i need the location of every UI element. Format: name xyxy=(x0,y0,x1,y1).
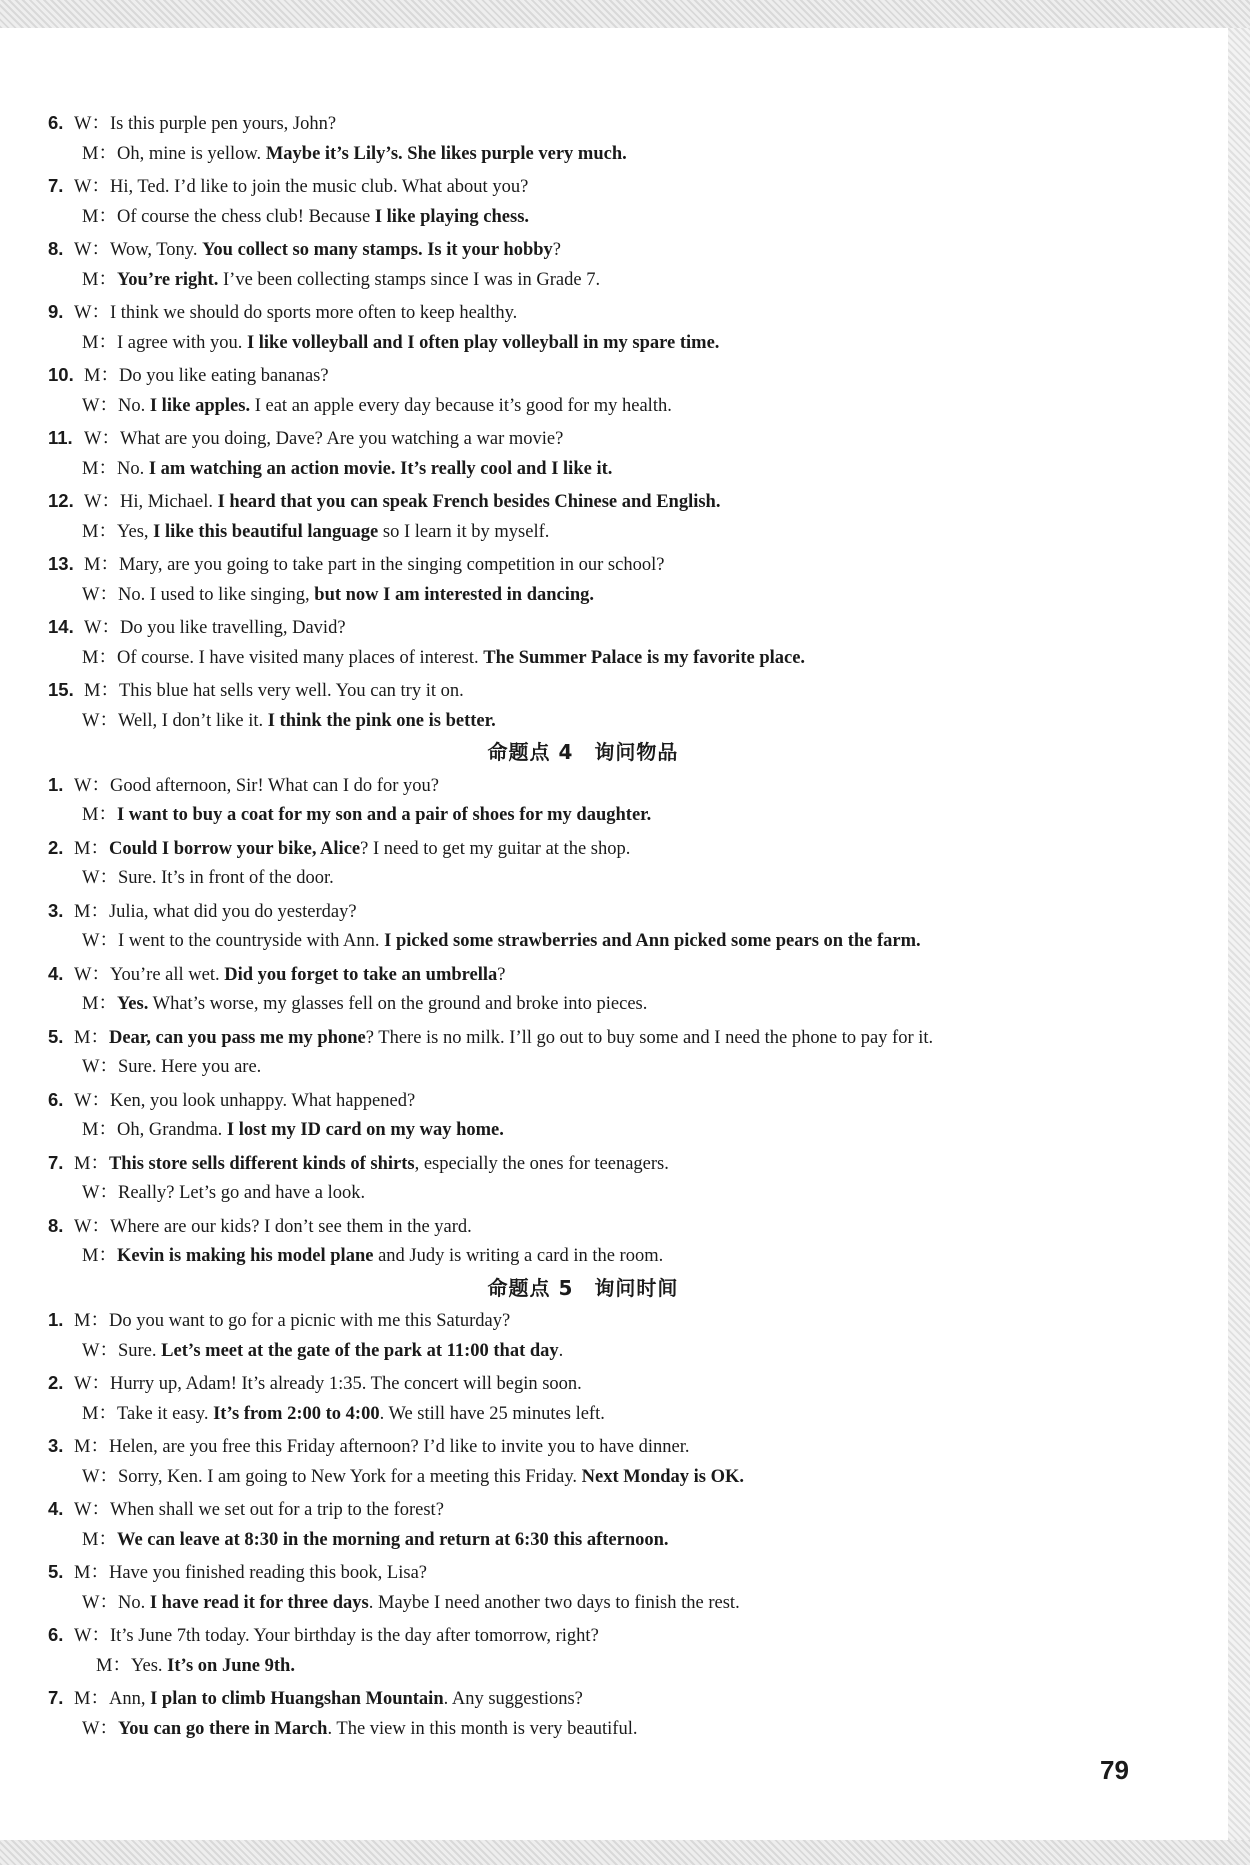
dialogue-line xyxy=(48,107,1208,139)
answer-key-text: It’s on June 9th. xyxy=(167,1655,295,1676)
scan-edge-bottom xyxy=(0,1840,1250,1865)
speaker-colon: ： xyxy=(99,1340,118,1361)
question-number: 7. xyxy=(48,1687,64,1708)
answer-key-text: You collect so many stamps. Is it your hobby xyxy=(202,240,553,260)
dialogue-text: Hurry up, Adam! It’s already 1:35. The concert will begin soon. xyxy=(109,1374,582,1394)
dialogue-text: ? I need to get my guitar at the shop. xyxy=(360,838,631,859)
dialogue-text: Do you want to go for a picnic with me this Saturday? xyxy=(108,1311,511,1331)
speaker-colon: ： xyxy=(98,1529,117,1550)
dialogue-text: Sure. xyxy=(117,1340,162,1361)
speaker-label: M xyxy=(74,1437,91,1457)
speaker-label: M xyxy=(74,1153,91,1174)
page-number: 79 xyxy=(1100,1755,1129,1785)
dialogue-text: Of course the chess club! Because xyxy=(116,206,375,227)
dialogue-text: I went to the countryside with Ann. xyxy=(117,931,385,951)
answer-key-text: Could I borrow your bike, Alice xyxy=(108,838,361,859)
dialogue-text: so I learn it by myself. xyxy=(378,521,550,542)
dialogue-line xyxy=(48,202,1208,234)
answer-key-text: I like playing chess. xyxy=(374,206,530,227)
question-number: 3. xyxy=(48,1435,64,1456)
answer-key-text: Let’s meet at the gate of the park at 11:00 that day xyxy=(161,1340,559,1361)
dialogue-text: Helen, are you free this Friday afternoon? I’d like to invite you to have dinner. xyxy=(108,1437,690,1457)
scan-edge-right xyxy=(1228,28,1250,1840)
dialogue-text: No. I used to like singing, xyxy=(117,584,315,605)
speaker-colon: ： xyxy=(90,901,109,922)
answer-key-text: I picked some strawberries and Ann picked some pears on the farm. xyxy=(384,931,921,951)
dialogue-text: Good afternoon, Sir! What can I do for you? xyxy=(109,775,439,796)
speaker-label: M xyxy=(84,555,101,575)
dialogue-line xyxy=(48,296,1208,328)
speaker-label: W xyxy=(74,1500,92,1520)
dialogue-text: I think we should do sports more often to keep healthy. xyxy=(109,303,518,323)
speaker-label: W xyxy=(82,868,100,888)
dialogue-text: ? There is no milk. I’ll go out to buy some and I need the phone to pay for it. xyxy=(365,1027,934,1048)
speaker-label: W xyxy=(82,931,100,951)
speaker-label: M xyxy=(74,1311,91,1331)
dialogue-text: . The view in this month is very beautiful. xyxy=(327,1718,638,1739)
dialogue-line xyxy=(48,265,1208,297)
speaker-colon: ： xyxy=(99,931,118,951)
speaker-label: M xyxy=(82,521,99,542)
speaker-label: M xyxy=(82,458,99,479)
speaker-label: M xyxy=(96,1655,113,1676)
dialogue-line xyxy=(48,580,1208,612)
dialogue-line xyxy=(48,1021,1208,1053)
dialogue-line xyxy=(48,1304,1208,1336)
dialogue-text: Wow, Tony. xyxy=(109,240,203,260)
dialogue-text: This blue hat sells very well. You can try it on. xyxy=(118,681,464,701)
speaker-colon: ： xyxy=(101,618,120,638)
dialogue-line xyxy=(48,1115,1208,1147)
dialogue-text: What are you doing, Dave? Are you watching a war movie? xyxy=(119,429,564,449)
dialogue-line xyxy=(48,1588,1208,1620)
speaker-colon: ： xyxy=(98,458,117,479)
dialogue-text: . Maybe I need another two days to finish the rest. xyxy=(368,1592,740,1613)
speaker-colon: ： xyxy=(101,492,120,512)
dialogue-line xyxy=(48,1714,1208,1746)
speaker-colon: ： xyxy=(91,1090,110,1111)
speaker-label: W xyxy=(74,177,92,197)
scan-edge-top xyxy=(0,0,1250,28)
speaker-colon: ： xyxy=(91,964,110,985)
speaker-label: M xyxy=(74,1689,91,1709)
speaker-label: M xyxy=(74,901,91,922)
dialogue-text: Do you like travelling, David? xyxy=(119,618,346,638)
speaker-colon: ： xyxy=(99,1466,118,1487)
speaker-colon: ： xyxy=(90,1153,109,1174)
question-number: 1. xyxy=(48,773,64,795)
question-number: 4. xyxy=(48,1498,64,1519)
dialogue-transcript xyxy=(48,107,1208,1745)
question-number: 1. xyxy=(48,1309,64,1330)
speaker-colon: ： xyxy=(98,521,117,542)
dialogue-text: No. xyxy=(117,395,150,416)
answer-key-text: I lost my ID card on my way home. xyxy=(226,1120,504,1140)
speaker-colon: ： xyxy=(98,206,117,227)
dialogue-line xyxy=(48,769,1208,801)
speaker-colon: ： xyxy=(90,1311,109,1331)
dialogue-line xyxy=(48,926,1208,958)
speaker-colon: ： xyxy=(112,1655,131,1676)
dialogue-line xyxy=(48,958,1208,990)
dialogue-line xyxy=(48,1619,1208,1651)
speaker-colon: ： xyxy=(90,1563,109,1583)
answer-key-text: It’s from 2:00 to 4:00 xyxy=(213,1403,380,1424)
speaker-label: W xyxy=(74,1626,92,1646)
dialogue-line xyxy=(48,832,1208,864)
dialogue-text: It’s June 7th today. Your birthday is the day after tomorrow, right? xyxy=(109,1626,599,1646)
dialogue-text: Sure. Here you are. xyxy=(117,1057,262,1077)
dialogue-line xyxy=(48,611,1208,643)
speaker-colon: ： xyxy=(99,1718,118,1739)
speaker-label: W xyxy=(74,1090,92,1111)
speaker-colon: ： xyxy=(98,332,117,353)
dialogue-text: Julia, what did you do yesterday? xyxy=(108,901,357,922)
speaker-label: M xyxy=(82,1403,99,1424)
speaker-colon: ： xyxy=(98,994,117,1014)
answer-key-text: I like this beautiful language xyxy=(153,521,379,542)
question-number: 13. xyxy=(48,553,74,574)
question-number: 10. xyxy=(48,364,74,385)
question-number: 6. xyxy=(48,1624,64,1645)
answer-key-text: The Summer Palace is my favorite place. xyxy=(483,647,806,668)
speaker-label: W xyxy=(82,710,100,731)
dialogue-text: Do you like eating bananas? xyxy=(118,366,329,386)
speaker-label: M xyxy=(82,206,99,227)
answer-key-text: but now I am interested in dancing. xyxy=(314,584,595,605)
dialogue-text: No. xyxy=(116,458,149,479)
question-number: 7. xyxy=(48,175,64,196)
dialogue-line xyxy=(48,233,1208,265)
speaker-colon: ： xyxy=(98,1120,117,1140)
speaker-label: M xyxy=(82,994,99,1014)
speaker-colon: ： xyxy=(91,1374,110,1394)
dialogue-line xyxy=(48,548,1208,580)
answer-key-text: You’re right. xyxy=(116,269,219,290)
speaker-label: W xyxy=(82,1183,100,1203)
dialogue-line xyxy=(48,895,1208,927)
answer-key-text: I like apples. xyxy=(149,395,251,416)
dialogue-line xyxy=(48,1178,1208,1210)
dialogue-text: ? xyxy=(497,964,506,985)
speaker-label: W xyxy=(74,964,92,985)
speaker-label: M xyxy=(84,366,101,386)
dialogue-text: Mary, are you going to take part in the singing competition in our school? xyxy=(118,555,665,575)
dialogue-line xyxy=(48,800,1208,832)
dialogue-line xyxy=(48,391,1208,423)
speaker-colon: ： xyxy=(91,1216,110,1237)
dialogue-text: Have you finished reading this book, Lisa? xyxy=(108,1563,427,1583)
speaker-label: M xyxy=(82,647,99,668)
speaker-colon: ： xyxy=(98,1403,117,1424)
dialogue-text: Yes. xyxy=(130,1655,168,1676)
dialogue-line xyxy=(48,1651,1208,1683)
dialogue-line xyxy=(48,1430,1208,1462)
speaker-colon: ： xyxy=(90,1689,109,1709)
dialogue-text: . We still have 25 minutes left. xyxy=(379,1403,605,1424)
dialogue-line xyxy=(48,1462,1208,1494)
dialogue-line xyxy=(48,1493,1208,1525)
dialogue-line xyxy=(48,674,1208,706)
speaker-colon: ： xyxy=(90,1027,109,1048)
speaker-label: W xyxy=(74,303,92,323)
dialogue-text: Well, I don’t like it. xyxy=(117,710,268,731)
speaker-label: W xyxy=(82,1057,100,1077)
answer-key-text: I like volleyball and I often play volleyball in my spare time. xyxy=(246,332,720,353)
section-heading: 命题点 4 询问物品 xyxy=(487,740,679,764)
question-number: 8. xyxy=(48,1214,64,1236)
speaker-label: M xyxy=(84,681,101,701)
dialogue-text: I agree with you. xyxy=(116,332,247,353)
speaker-colon: ： xyxy=(99,584,118,605)
question-number: 14. xyxy=(48,616,74,637)
speaker-label: W xyxy=(82,395,100,416)
dialogue-line xyxy=(48,1367,1208,1399)
dialogue-line xyxy=(48,454,1208,486)
dialogue-text: I eat an apple every day because it’s good for my health. xyxy=(250,395,672,416)
speaker-colon: ： xyxy=(101,429,120,449)
speaker-colon: ： xyxy=(99,868,118,888)
dialogue-text: and Judy is writing a card in the room. xyxy=(373,1246,664,1266)
speaker-label: W xyxy=(82,1718,100,1739)
answer-key-text: I think the pink one is better. xyxy=(267,710,496,731)
question-number: 9. xyxy=(48,301,64,322)
speaker-label: M xyxy=(82,1529,99,1550)
dialogue-line xyxy=(48,1084,1208,1116)
dialogue-text: Of course. I have visited many places of interest. xyxy=(116,647,484,668)
speaker-label: M xyxy=(82,1120,99,1140)
dialogue-text: Oh, mine is yellow. xyxy=(116,143,266,164)
dialogue-text: Take it easy. xyxy=(116,1403,214,1424)
dialogue-text: , especially the ones for teenagers. xyxy=(414,1153,669,1174)
dialogue-text: ? xyxy=(552,240,562,260)
speaker-colon: ： xyxy=(91,1626,110,1646)
speaker-colon: ： xyxy=(99,1183,118,1203)
speaker-colon: ： xyxy=(98,143,117,164)
question-number: 7. xyxy=(48,1151,64,1173)
speaker-colon: ： xyxy=(99,1592,118,1613)
speaker-colon: ： xyxy=(90,838,109,859)
dialogue-line xyxy=(48,1682,1208,1714)
speaker-colon: ： xyxy=(98,269,117,290)
dialogue-line xyxy=(48,706,1208,738)
speaker-label: W xyxy=(74,1374,92,1394)
speaker-colon: ： xyxy=(91,240,110,260)
dialogue-text: Hi, Michael. xyxy=(119,492,218,512)
speaker-colon: ： xyxy=(91,303,110,323)
answer-key-text: I heard that you can speak French besides Chinese and English. xyxy=(217,492,721,512)
question-number: 5. xyxy=(48,1025,64,1047)
answer-key-text: Yes. xyxy=(116,994,149,1014)
speaker-colon: ： xyxy=(98,647,117,668)
answer-key-text: We can leave at 8:30 in the morning and return at 6:30 this afternoon. xyxy=(116,1529,669,1550)
speaker-colon: ： xyxy=(90,1437,109,1457)
section-heading: 命题点 5 询问时间 xyxy=(487,1275,679,1300)
dialogue-line xyxy=(48,1525,1208,1557)
dialogue-line xyxy=(48,1399,1208,1431)
dialogue-text: . xyxy=(558,1340,564,1361)
speaker-label: M xyxy=(82,805,99,825)
question-number: 11. xyxy=(48,427,73,448)
speaker-label: W xyxy=(74,114,92,134)
answer-key-text: I want to buy a coat for my son and a pair of shoes for my daughter. xyxy=(116,805,652,825)
dialogue-line xyxy=(48,485,1208,517)
speaker-colon: ： xyxy=(100,681,119,701)
dialogue-line xyxy=(48,328,1208,360)
speaker-label: M xyxy=(74,1563,91,1583)
dialogue-text: Oh, Grandma. xyxy=(116,1120,227,1140)
dialogue-line xyxy=(48,517,1208,549)
dialogue-text: Ann, xyxy=(108,1689,151,1709)
speaker-colon: ： xyxy=(91,1500,110,1520)
question-number: 6. xyxy=(48,1088,64,1110)
speaker-label: M xyxy=(82,269,99,290)
dialogue-text: I’ve been collecting stamps since I was in Grade 7. xyxy=(218,269,601,290)
speaker-label: M xyxy=(82,1246,99,1266)
speaker-label: W xyxy=(74,240,92,260)
dialogue-text: . Any suggestions? xyxy=(443,1689,583,1709)
speaker-colon: ： xyxy=(98,1246,117,1266)
dialogue-text: You’re all wet. xyxy=(109,964,225,985)
dialogue-text: Sorry, Ken. I am going to New York for a meeting this Friday. xyxy=(117,1466,582,1487)
speaker-label: M xyxy=(74,1027,91,1048)
speaker-label: M xyxy=(74,838,91,859)
answer-key-text: I am watching an action movie. It’s really cool and I like it. xyxy=(148,458,613,479)
speaker-label: M xyxy=(82,332,99,353)
dialogue-line xyxy=(48,1147,1208,1179)
speaker-label: W xyxy=(74,1216,92,1237)
speaker-label: W xyxy=(84,492,102,512)
answer-key-text: I have read it for three days xyxy=(149,1592,369,1613)
question-number: 3. xyxy=(48,899,64,921)
dialogue-line xyxy=(48,1556,1208,1588)
answer-key-text: Dear, can you pass me my phone xyxy=(108,1027,366,1048)
dialogue-line xyxy=(48,1052,1208,1084)
answer-key-text: I plan to climb Huangshan Mountain xyxy=(150,1689,444,1709)
dialogue-line xyxy=(48,1241,1208,1273)
speaker-label: W xyxy=(84,618,102,638)
question-number: 6. xyxy=(48,112,64,133)
speaker-colon: ： xyxy=(91,114,110,134)
dialogue-line xyxy=(48,422,1208,454)
speaker-label: W xyxy=(82,584,100,605)
dialogue-line xyxy=(48,643,1208,675)
question-number: 15. xyxy=(48,679,74,700)
dialogue-line xyxy=(48,170,1208,202)
speaker-colon: ： xyxy=(99,710,118,731)
speaker-colon: ： xyxy=(91,775,110,796)
dialogue-text: What’s worse, my glasses fell on the ground and broke into pieces. xyxy=(148,994,648,1014)
dialogue-line xyxy=(48,1336,1208,1368)
dialogue-line xyxy=(48,863,1208,895)
answer-key-text: This store sells different kinds of shirts xyxy=(108,1153,415,1174)
dialogue-line xyxy=(48,139,1208,171)
dialogue-text: Ken, you look unhappy. What happened? xyxy=(109,1090,416,1111)
speaker-colon: ： xyxy=(98,805,117,825)
answer-key-text: You can go there in March xyxy=(117,1718,328,1739)
question-number: 4. xyxy=(48,962,64,984)
dialogue-text: Yes, xyxy=(116,521,154,542)
answer-key-text: Next Monday is OK. xyxy=(581,1466,745,1487)
speaker-label: W xyxy=(82,1466,100,1487)
speaker-label: W xyxy=(74,775,92,796)
dialogue-text: Hi, Ted. I’d like to join the music club. What about you? xyxy=(109,177,529,197)
speaker-label: W xyxy=(82,1340,100,1361)
question-number: 2. xyxy=(48,836,64,858)
question-number: 8. xyxy=(48,238,64,259)
speaker-colon: ： xyxy=(99,1057,118,1077)
dialogue-text: Really? Let’s go and have a look. xyxy=(117,1183,366,1203)
answer-key-text: Did you forget to take an umbrella xyxy=(224,964,498,985)
answer-key-text: Kevin is making his model plane xyxy=(116,1246,374,1266)
dialogue-text: When shall we set out for a trip to the forest? xyxy=(109,1500,444,1520)
speaker-colon: ： xyxy=(100,555,119,575)
dialogue-text: Is this purple pen yours, John? xyxy=(109,114,337,134)
speaker-colon: ： xyxy=(100,366,119,386)
speaker-label: W xyxy=(82,1592,100,1613)
dialogue-line xyxy=(48,1210,1208,1242)
dialogue-line xyxy=(48,989,1208,1021)
question-number: 12. xyxy=(48,490,74,511)
speaker-label: W xyxy=(84,429,102,449)
question-number: 5. xyxy=(48,1561,64,1582)
speaker-label: M xyxy=(82,143,99,164)
question-number: 2. xyxy=(48,1372,64,1393)
answer-key-text: Maybe it’s Lily’s. She likes purple very much. xyxy=(265,143,627,164)
dialogue-text: Sure. It’s in front of the door. xyxy=(117,868,334,888)
dialogue-text: No. xyxy=(117,1592,150,1613)
dialogue-line xyxy=(48,359,1208,391)
dialogue-text: Where are our kids? I don’t see them in the yard. xyxy=(109,1216,472,1237)
speaker-colon: ： xyxy=(99,395,118,416)
speaker-colon: ： xyxy=(91,177,110,197)
